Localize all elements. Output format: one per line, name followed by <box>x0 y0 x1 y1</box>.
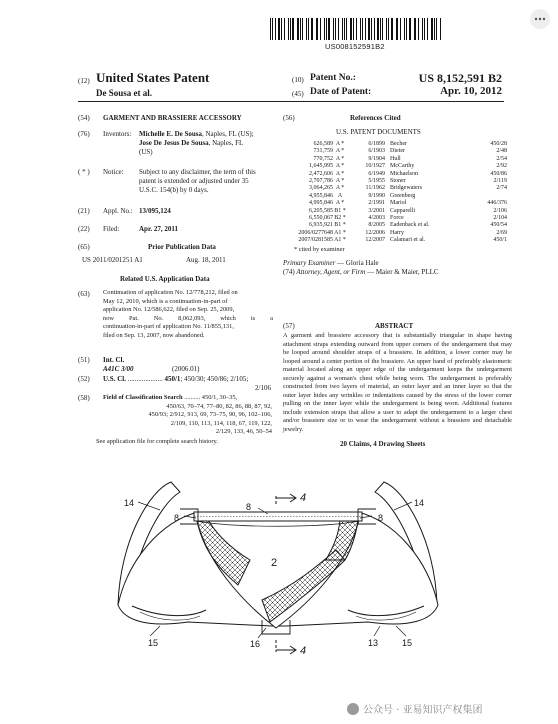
reference-cell: 10/1927 <box>365 163 385 170</box>
header-code-12: (12) <box>78 77 90 85</box>
reference-cell: 2/48 <box>496 148 507 155</box>
reference-cell: 2/104 <box>493 215 507 222</box>
reference-cell: A1 * <box>334 237 346 244</box>
field-line-5: 2/129, 133, 46, 50–54 <box>215 428 272 436</box>
reference-cell: 6/1949 <box>368 170 385 177</box>
reference-cell: 450/54 <box>490 222 507 229</box>
reference-cell: 8/2005 <box>368 222 385 229</box>
cited-by-examiner: * cited by examiner <box>294 246 345 253</box>
refs-subheading: U.S. PATENT DOCUMENTS <box>336 128 421 136</box>
reference-cell: 450/28 <box>490 141 507 147</box>
reference-cell: 626,589 <box>313 141 333 147</box>
inventors-line-3: (US) <box>139 148 153 156</box>
barcode-number: US008152591B2 <box>325 42 385 51</box>
reference-cell: Capparelli <box>390 207 415 214</box>
reference-cell: A * <box>335 185 345 192</box>
reference-cell: 9/1990 <box>368 192 385 199</box>
reference-cell: 2006/0277648 <box>298 229 333 236</box>
abstract-text: A garment and brassiere accessory that is substantially triangular in shape having attachment straps extending outward from upper corners of the undergarment that may be looped around shoulder straps of a brassiere. In addition, a lower corner may be looped around a center portion of the brassiere. An upper band of preferably elastomeric material located along an upper edge of the undergarment keeps the undergarment securely against a woman's chest while being worn. The undergarment is preferably constructed from two layers of material, an outer layer and an inner layer so that the outer layer hides any wrinkles or indentations caused by the stress of the lower corner pulling on the inner layer while the undergarment is being worn. Additional features include extension straps that allow a user to adapt the undergarment to a larger chest and/or brassiere size or to wear the undergarment without a brassiere and detachable jewelry. <box>283 332 512 434</box>
label-13: 13 <box>368 638 379 648</box>
code-22: (22) <box>78 225 90 233</box>
reference-cell: Becher <box>390 141 407 147</box>
reference-cell: A * <box>335 141 345 147</box>
reference-cell: 2,472,606 <box>309 170 333 177</box>
reference-cell: B1 * <box>334 222 346 229</box>
wechat-icon <box>347 703 359 715</box>
label-8-left: 8 <box>174 513 180 523</box>
reference-cell: 6/1903 <box>368 148 385 155</box>
appl-no-label: Appl. No.: <box>103 207 133 215</box>
notice-line-1: Subject to any disclaimer, the term of this <box>139 168 256 176</box>
abstract-heading: ABSTRACT <box>375 322 414 330</box>
label-15-right: 15 <box>402 638 413 648</box>
notice-label: Notice: <box>103 168 124 176</box>
reference-cell: A1 * <box>334 229 346 236</box>
reference-cell: 2/119 <box>493 178 507 185</box>
code-52: (52) <box>78 375 90 383</box>
us-cl-line-2: 2/106 <box>255 384 271 392</box>
related-data-heading: Related U.S. Application Data <box>120 275 210 283</box>
reference-cell: A * <box>335 155 345 162</box>
reference-cell: 6,550,067 <box>309 215 333 222</box>
reference-cell: 9/1904 <box>368 155 385 162</box>
filed-label: Filed: <box>103 225 120 233</box>
header-code-10: (10) <box>292 76 304 84</box>
related-line-1: Continuation of application No. 12/778,212, filed on <box>103 289 238 296</box>
reference-cell: 731,759 <box>313 148 333 155</box>
field-search-note: See application file for complete search history. <box>96 438 218 445</box>
filed-value: Apr. 27, 2011 <box>139 225 179 233</box>
label-4-bottom: 4 <box>300 645 307 657</box>
label-2: 2 <box>271 557 278 569</box>
patent-number: US 8,152,591 B2 <box>418 71 502 85</box>
reference-cell: 12/2007 <box>365 237 385 244</box>
reference-cell: Bridgewaters <box>390 185 422 192</box>
reference-cell: Greenberg <box>390 192 416 199</box>
label-15-left: 15 <box>148 638 159 648</box>
reference-cell: 2/1991 <box>368 200 385 207</box>
patent-date: Apr. 10, 2012 <box>440 85 502 97</box>
field-line-1: Field of Classification Search .......... 450/1, 30–35, <box>103 394 238 401</box>
code-54: (54) <box>78 114 90 122</box>
reference-cell: Eadenback et al. <box>390 222 430 229</box>
reference-cell: 4,995,846 <box>309 200 333 207</box>
reference-cell: 770,752 <box>313 155 333 162</box>
label-8-right: 8 <box>378 513 384 523</box>
reference-cell: Dieter <box>390 148 405 155</box>
reference-cell: 4/2003 <box>368 215 385 222</box>
code-56: (56) <box>283 114 295 122</box>
code-notice: ( * ) <box>78 168 90 176</box>
field-line-4: 2/109, 110, 113, 114, 118, 67, 119, 122, <box>170 419 272 427</box>
reference-cell: 2,707,786 <box>309 178 333 185</box>
int-cl-version: (2006.01) <box>172 365 200 373</box>
inventor-short: De Sousa et al. <box>96 88 152 98</box>
label-14-right: 14 <box>414 498 425 508</box>
reference-cell: Force <box>390 215 404 222</box>
watermark-text: 公众号 · 亚易知识产权集团 <box>363 705 483 716</box>
inventors-label: Inventors: <box>103 130 132 138</box>
label-8-top: 8 <box>246 502 252 512</box>
code-21: (21) <box>78 207 90 215</box>
reference-cell: McCarthy <box>390 163 415 170</box>
invention-title: GARMENT AND BRASSIERE ACCESSORY <box>103 114 242 122</box>
reference-cell: B1 * <box>334 207 346 214</box>
reference-cell: A * <box>335 200 345 207</box>
claims-summary: 20 Claims, 4 Drawing Sheets <box>340 440 426 448</box>
document-type: United States Patent <box>96 70 210 85</box>
reference-cell: 2/54 <box>496 155 507 162</box>
code-51: (51) <box>78 356 90 364</box>
reference-cell: 11/1962 <box>365 185 385 192</box>
header-code-45: (45) <box>292 90 304 98</box>
code-63: (63) <box>78 290 90 298</box>
reference-cell: 6,205,585 <box>309 207 333 214</box>
patent-no-label: Patent No.: <box>310 73 356 83</box>
refs-heading: References Cited <box>350 114 401 122</box>
int-cl-label: Int. Cl. <box>103 356 125 364</box>
us-cl-line: U.S. Cl. .................... 450/1; 450/30; 450/86; 2/105; <box>103 375 249 383</box>
prior-pub-number: US 2011/0201251 A1 <box>82 256 143 264</box>
related-line-3: application No. 12/586,622, filed on Sep. 25, 2009, <box>103 306 235 314</box>
code-58: (58) <box>78 394 90 402</box>
attorney-line: (74) Attorney, Agent, or Firm — Maier & Maier, PLLC <box>283 268 439 276</box>
reference-cell: 6/1899 <box>368 141 385 147</box>
reference-cell: A * <box>335 170 345 177</box>
reference-cell: 450/86 <box>490 170 507 177</box>
label-14-left: 14 <box>124 498 135 508</box>
reference-cell: Mariol <box>390 200 407 207</box>
primary-examiner: Primary Examiner — Gloria Hale <box>283 259 379 267</box>
reference-cell: A * <box>335 148 345 155</box>
reference-cell: A <box>337 192 343 199</box>
prior-pub-date: Aug. 18, 2011 <box>186 256 226 264</box>
reference-cell: 6,935,921 <box>309 222 333 229</box>
reference-cell: A * <box>335 163 345 170</box>
reference-cell: 3,064,265 <box>309 185 333 192</box>
reference-cell: 12/2006 <box>365 229 385 236</box>
reference-cell: 2/106 <box>493 207 507 214</box>
reference-cell: 4,955,846 <box>309 192 333 199</box>
reference-cell: 2/69 <box>496 229 507 236</box>
label-4-top: 4 <box>300 492 307 504</box>
code-57: (57) <box>283 322 295 330</box>
field-line-3: 450/93; 2/912, 913, 69, 73–75, 90, 96, 102–106, <box>148 411 272 419</box>
inventors-line-2: Jose De Jesus De Sousa, Naples, FL <box>139 139 244 147</box>
reference-cell: Harry <box>390 229 404 236</box>
related-line-2: May 12, 2010, which is a continuation-in-part of <box>103 297 228 305</box>
reference-cell: 2/74 <box>496 185 507 192</box>
label-16: 16 <box>250 639 261 649</box>
date-label: Date of Patent: <box>310 87 372 97</box>
related-line-6: filed on Sep. 13, 2007, now abandoned. <box>103 331 205 339</box>
code-65: (65) <box>78 243 90 251</box>
reference-cell: 3/2001 <box>368 207 385 214</box>
reference-cell: 5/1955 <box>368 178 385 185</box>
notice-line-3: U.S.C. 154(b) by 0 days. <box>139 186 209 194</box>
prior-pub-heading: Prior Publication Data <box>148 243 216 251</box>
reference-cell: 450/1 <box>493 237 507 244</box>
reference-cell: 2/92 <box>496 163 507 170</box>
reference-cell: 446/376 <box>487 200 507 207</box>
inventors-line-1: Michelle E. De Sousa, Naples, FL (US); <box>139 130 254 138</box>
reference-cell: Stoner <box>390 178 406 185</box>
reference-cell: Michaelson <box>390 170 418 177</box>
reference-cell: 2007/0281585 <box>298 237 333 244</box>
code-76: (76) <box>78 130 90 138</box>
notice-line-2: patent is extended or adjusted under 35 <box>139 177 249 185</box>
appl-no-value: 13/095,124 <box>139 207 171 215</box>
related-line-5: continuation-in-part of application No. 11/855,131, <box>103 323 234 331</box>
related-line-4: now Pat. No. 8,062,093, which is a <box>103 314 273 322</box>
reference-cell: A * <box>335 178 345 185</box>
watermark <box>347 701 483 716</box>
reference-cell: Hull <box>390 155 401 162</box>
reference-cell: B2 * <box>334 215 346 222</box>
field-line-2: 450/63, 70–74, 77–80, 82, 86, 88, 87, 92, <box>166 402 272 410</box>
int-cl-code: A41C 3/00 <box>103 365 134 373</box>
reference-cell: Calamari et al. <box>390 237 426 244</box>
reference-cell: 1,645,995 <box>309 163 333 170</box>
